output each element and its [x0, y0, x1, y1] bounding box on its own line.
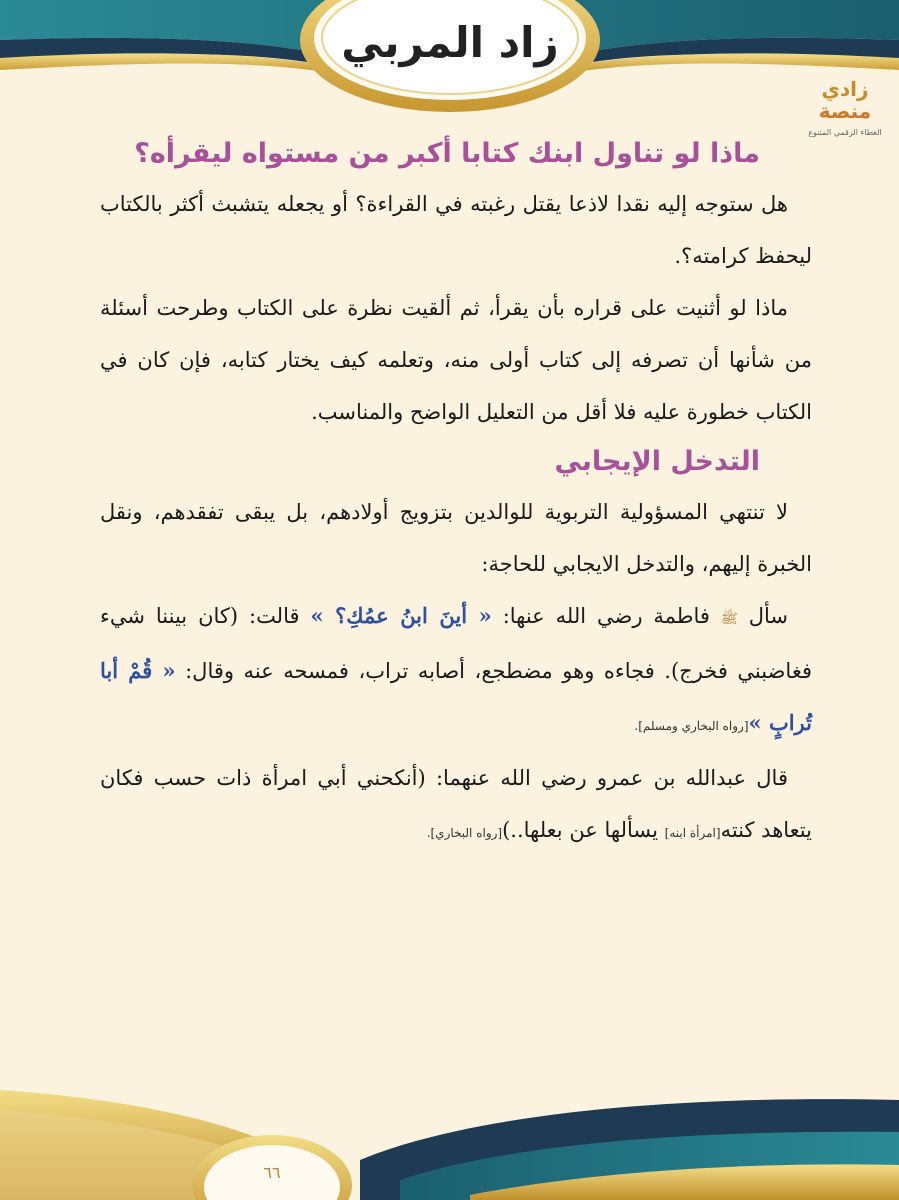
logo-line-1: زادي [821, 77, 869, 101]
page-number: ٦٦ [263, 1163, 281, 1182]
salutation-icon: ﷺ [720, 611, 738, 627]
paragraph-1: هل ستوجه إليه نقدا لاذعا يقتل رغبته في القراءة؟ أو يجعله يتشبث أكثر بالكتاب ليحفظ كرامته؟. [100, 192, 812, 268]
section-heading-2: التدخل الإيجابي [554, 446, 760, 477]
hadith-quote-2: « قُمْ أبا تُرابٍ » [100, 658, 812, 735]
hadith-paragraph-1 [100, 590, 812, 752]
hadith-reference-2: [رواه البخاري]. [426, 826, 503, 840]
logo-line-2: منصة [818, 99, 872, 123]
paragraph-2: ماذا لو أثنيت على قراره بأن يقرأ، ثم ألقيت نظرة على الكتاب وطرحت أسئلة من شأنها أن تصرفه إلى كتاب أولى منه، وتعلمه كيف يختار كتابه، فإن كان في الكتاب خطورة عليه فلا أقل من التعليل الواضح والمناسب. [100, 296, 812, 424]
section-heading-1: ماذا لو تناول ابنك كتابا أكبر من مستواه ليقرأه؟ [134, 138, 760, 169]
hadith-reference-1: [رواه البخاري ومسلم]. [634, 719, 749, 733]
page-title: زاد المربي [341, 18, 559, 67]
hadith-continuation: قالت: (كان بيننا شيء فغاضبني فخرج). فجاءه وهو مضطجع، أصابه تراب، فمسحه عنه وقال: [100, 604, 812, 683]
hadith-quote-1: « أينَ ابنُ عمُكِ؟ » [310, 603, 492, 628]
brand-logo [800, 78, 890, 168]
hadith2-note: [امرأة ابنه] [664, 826, 721, 840]
logo-tagline: العطاء الرقمي المتنوع [808, 128, 882, 137]
hadith2-text2: يسألها عن بعلها..) [502, 818, 658, 842]
paragraph-3: لا تنتهي المسؤولية التربوية للوالدين بتزويج أولادهم، بل يبقى تفقدهم، ونقل الخبرة إليهم، والتدخل الايجابي للحاجة: [100, 500, 812, 576]
article-body [100, 130, 812, 859]
hadith-paragraph-2 [100, 752, 812, 859]
hadith2-text: قال عبدالله بن عمرو رضي الله عنهما: (أنكحني أبي امرأة ذات حسب فكان يتعاهد كنته [100, 766, 812, 842]
hadith-intro: فاطمة رضي الله عنها: [502, 604, 710, 628]
footer-decoration [0, 1070, 899, 1200]
hadith-lead: سأل [748, 604, 788, 628]
